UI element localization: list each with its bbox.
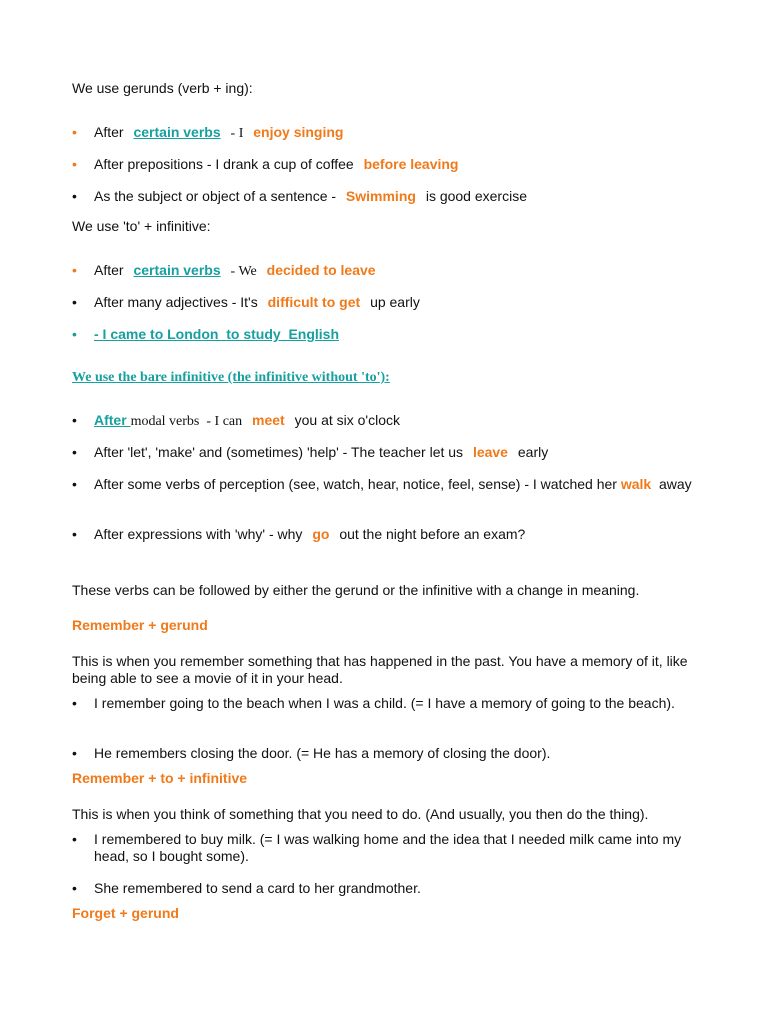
remember-gerund-desc: This is when you remember something that has happened in the past. You have a memory of it, like being able to see a movie of it in your head. <box>72 653 688 686</box>
bullet: • <box>72 695 77 711</box>
forget-gerund-heading: Forget + gerund <box>72 905 179 921</box>
after-link[interactable]: After <box>94 412 131 428</box>
bullet: • <box>72 412 77 428</box>
bullet: • <box>72 476 77 492</box>
bullet: • <box>72 745 77 761</box>
bare-infinitive-heading[interactable]: We use the bare infinitive (the infinitive without 'to'): <box>72 370 390 385</box>
example-highlight: meet <box>252 412 285 428</box>
to-infinitive-intro: We use 'to' + infinitive: <box>72 218 211 234</box>
bullet: • <box>72 188 77 204</box>
bullet: • <box>72 326 77 342</box>
came-to-london-link[interactable]: - I came to London to study English <box>94 326 339 342</box>
example-highlight: Swimming <box>345 188 416 204</box>
remember-gerund-item-1: • I remember going to the beach when I was a child. (= I have a memory of going to the beach). <box>72 695 675 711</box>
example-highlight: leave <box>472 444 508 460</box>
change-meaning-intro: These verbs can be followed by either the gerund or the infinitive with a change in meaning. <box>72 582 640 598</box>
bullet: • <box>72 526 77 542</box>
remember-infinitive-heading: Remember + to + infinitive <box>72 770 248 786</box>
example-highlight: walk <box>620 476 652 492</box>
bullet: • <box>72 156 77 172</box>
certain-verbs-link[interactable]: certain verbs <box>133 124 221 140</box>
bare-infinitive-item-3: • After some verbs of perception (see, watch, hear, notice, feel, sense) - I watched her walk away <box>72 476 692 492</box>
remember-gerund-heading: Remember + gerund <box>72 617 208 633</box>
bullet: • <box>72 444 77 460</box>
gerunds-intro: We use gerunds (verb + ing): <box>72 80 253 96</box>
bullet: • <box>72 831 77 847</box>
remember-infinitive-desc: This is when you think of something that you need to do. (And usually, you then do the thing). <box>72 806 649 822</box>
bullet: • <box>72 880 77 896</box>
example-highlight: enjoy singing <box>253 124 344 140</box>
example-highlight: difficult to get <box>267 294 361 310</box>
bullet: • <box>72 124 77 140</box>
example-highlight: before leaving <box>363 156 459 172</box>
example-highlight: go <box>312 526 330 542</box>
example-highlight: decided to leave <box>266 262 376 278</box>
certain-verbs-link[interactable]: certain verbs <box>133 262 221 278</box>
bullet: • <box>72 262 77 278</box>
bullet: • <box>72 294 77 310</box>
remember-infinitive-item-1: • I remembered to buy milk. (= I was walking home and the idea that I needed milk came into my head, so I bought some). <box>72 831 682 864</box>
